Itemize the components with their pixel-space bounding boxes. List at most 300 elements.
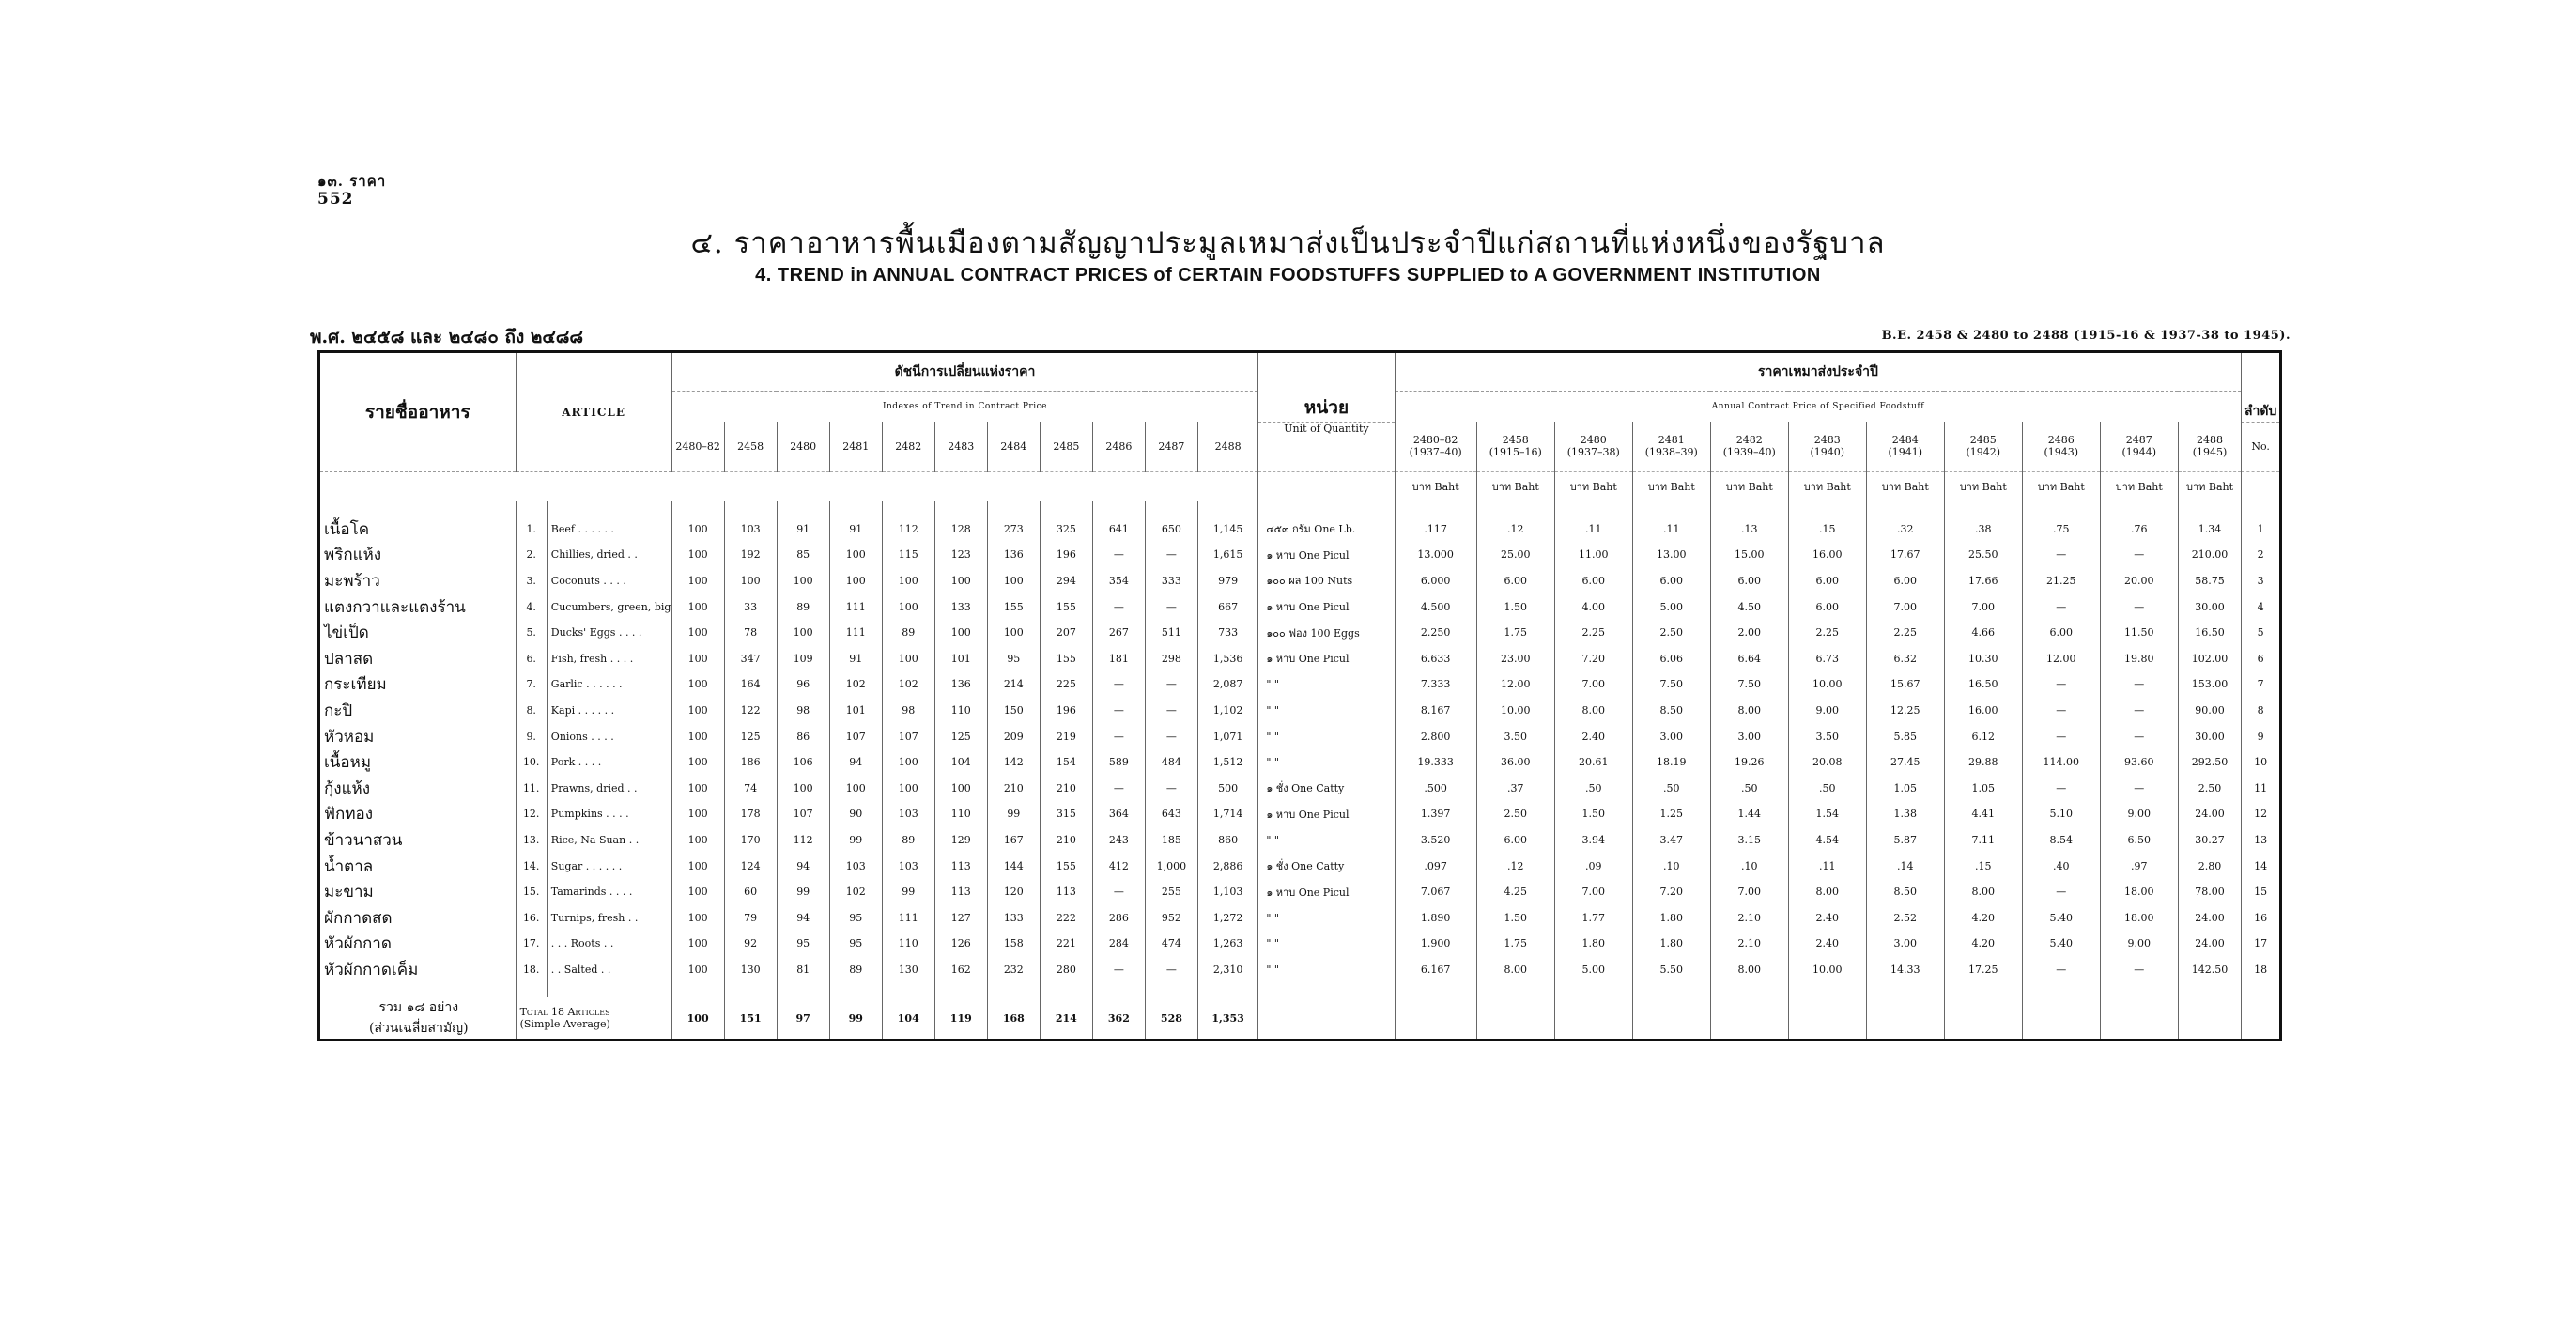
price-value-cell: 1.75 <box>1476 620 1554 646</box>
price-value-cell: 7.067 <box>1395 879 1476 905</box>
price-year-ad: (1945) <box>2192 446 2228 459</box>
total-index-cell: 104 <box>882 997 934 1040</box>
table-row <box>319 827 2281 854</box>
index-value-cell: 100 <box>671 749 724 776</box>
index-value-cell: 78 <box>724 620 777 646</box>
order-cell: 12 <box>2242 801 2281 827</box>
index-value-cell: 123 <box>934 542 987 568</box>
index-value-cell: 100 <box>671 542 724 568</box>
row-number-cell: 8. <box>516 698 547 724</box>
index-value-cell: 347 <box>724 645 777 671</box>
total-article-line2: (Simple Average) <box>519 1018 610 1031</box>
price-value-cell: 1.80 <box>1554 931 1632 957</box>
header-order-en: No. <box>2242 422 2281 471</box>
index-value-cell: 185 <box>1145 827 1197 854</box>
index-value-cell: 181 <box>1092 645 1145 671</box>
price-value-cell: 5.00 <box>1632 593 1710 620</box>
spacer-cell <box>724 501 777 516</box>
index-value-cell: 133 <box>934 593 987 620</box>
thai-name-cell: มะขาม <box>319 879 517 905</box>
price-value-cell: 10.30 <box>1944 645 2022 671</box>
index-value-cell: 170 <box>724 827 777 854</box>
index-value-cell: 294 <box>1040 568 1092 594</box>
article-cell: Turnips, fresh . . <box>547 904 671 931</box>
index-year-header: 2488 <box>1197 422 1257 471</box>
spacer-cell <box>516 982 547 997</box>
index-value-cell: 196 <box>1040 698 1092 724</box>
spacer-cell <box>547 982 671 997</box>
price-year-be: 2483 <box>1813 434 1841 447</box>
price-year-header <box>1476 422 1554 471</box>
price-value-cell: 8.00 <box>1554 698 1632 724</box>
price-value-cell: 17.25 <box>1944 957 2022 983</box>
unit-cell: ๑ หาบ One Picul <box>1258 645 1395 671</box>
table-row <box>319 698 2281 724</box>
price-value-cell: 2.800 <box>1395 723 1476 749</box>
index-value-cell: 100 <box>882 775 934 801</box>
index-value-cell: 210 <box>987 775 1040 801</box>
index-value-cell: 89 <box>882 620 934 646</box>
price-value-cell: 8.00 <box>1944 879 2022 905</box>
spacer-cell <box>2242 982 2281 997</box>
index-value-cell: — <box>1092 775 1145 801</box>
price-value-cell: 7.00 <box>1866 593 1944 620</box>
price-value-cell: 2.250 <box>1395 620 1476 646</box>
row-number-cell: 9. <box>516 723 547 749</box>
spacer-cell <box>777 501 829 516</box>
unit-cell: " " <box>1258 749 1395 776</box>
price-value-cell: — <box>2100 723 2178 749</box>
thai-name-cell: หัวหอม <box>319 723 517 749</box>
price-value-cell: 3.520 <box>1395 827 1476 854</box>
price-value-cell: .50 <box>1788 775 1866 801</box>
index-year-header: 2481 <box>829 422 882 471</box>
index-value-cell: — <box>1092 593 1145 620</box>
article-cell: Kapi . . . . . . <box>547 698 671 724</box>
index-value-cell: 100 <box>671 593 724 620</box>
index-value-cell: 112 <box>777 827 829 854</box>
price-value-cell: 5.40 <box>2022 904 2100 931</box>
thai-name-cell: เนื้อหมู <box>319 749 517 776</box>
price-value-cell: 5.10 <box>2022 801 2100 827</box>
header-price-title-en: Annual Contract Price of Specified Foodstuff <box>1395 392 2242 423</box>
index-value-cell: 103 <box>829 853 882 879</box>
thai-name-cell: ข้าวนาสวน <box>319 827 517 854</box>
price-value-cell: 1.890 <box>1395 904 1476 931</box>
price-value-cell: 6.00 <box>1476 568 1554 594</box>
price-value-cell: .500 <box>1395 775 1476 801</box>
header-article: ARTICLE <box>516 352 671 472</box>
index-value-cell: 650 <box>1145 516 1197 543</box>
spacer-cell <box>1788 982 1866 997</box>
price-value-cell: 12.00 <box>1476 671 1554 698</box>
period-english: B.E. 2458 & 2480 to 2488 (1915-16 & 1937-38 to 1945). <box>1881 329 2291 343</box>
row-number-cell: 3. <box>516 568 547 594</box>
thai-name-cell: ฟักทอง <box>319 801 517 827</box>
index-value-cell: — <box>1092 879 1145 905</box>
price-value-cell: 7.20 <box>1632 879 1710 905</box>
price-year-ad: (1944) <box>2121 446 2157 459</box>
index-value-cell: 280 <box>1040 957 1092 983</box>
total-thai-cell <box>319 997 517 1040</box>
price-value-cell: 142.50 <box>2178 957 2242 983</box>
total-index-cell: 1,353 <box>1197 997 1257 1040</box>
price-value-cell: 18.00 <box>2100 904 2178 931</box>
price-value-cell: 2.50 <box>1632 620 1710 646</box>
price-value-cell: 23.00 <box>1476 645 1554 671</box>
price-year-be: 2485 <box>1969 434 1997 447</box>
index-year-header: 2484 <box>987 422 1040 471</box>
index-value-cell: 284 <box>1092 931 1145 957</box>
total-empty-cell <box>1788 997 1866 1040</box>
price-value-cell: 1.50 <box>1554 801 1632 827</box>
header-index-title-en: Indexes of Trend in Contract Price <box>671 392 1258 423</box>
index-value-cell: 101 <box>829 698 882 724</box>
index-value-cell: 100 <box>934 568 987 594</box>
price-value-cell: 1.50 <box>1476 904 1554 931</box>
price-value-cell: 1.05 <box>1866 775 1944 801</box>
price-value-cell: .14 <box>1866 853 1944 879</box>
price-value-cell: 210.00 <box>2178 542 2242 568</box>
index-value-cell: 95 <box>829 904 882 931</box>
spacer-cell <box>2100 501 2178 516</box>
index-value-cell: 1,000 <box>1145 853 1197 879</box>
price-value-cell: 2.50 <box>2178 775 2242 801</box>
order-cell: 11 <box>2242 775 2281 801</box>
price-value-cell: 11.50 <box>2100 620 2178 646</box>
index-value-cell: 2,087 <box>1197 671 1257 698</box>
price-value-cell: .97 <box>2100 853 2178 879</box>
price-value-cell: 12.00 <box>2022 645 2100 671</box>
index-value-cell: 113 <box>934 879 987 905</box>
row-number-cell: 11. <box>516 775 547 801</box>
price-value-cell: 5.00 <box>1554 957 1632 983</box>
price-value-cell: 2.40 <box>1554 723 1632 749</box>
index-value-cell: — <box>1145 593 1197 620</box>
price-year-be: 2480–82 <box>1412 434 1458 447</box>
currency-label: บาท Baht <box>1788 471 1866 501</box>
price-value-cell: .13 <box>1710 516 1788 543</box>
thai-name-cell: กะปิ <box>319 698 517 724</box>
row-number-cell: 18. <box>516 957 547 983</box>
index-value-cell: 33 <box>724 593 777 620</box>
spacer-cell <box>1040 501 1092 516</box>
price-value-cell: 5.40 <box>2022 931 2100 957</box>
index-value-cell: 209 <box>987 723 1040 749</box>
index-value-cell: 979 <box>1197 568 1257 594</box>
price-value-cell: 2.52 <box>1866 904 1944 931</box>
price-value-cell: .097 <box>1395 853 1476 879</box>
index-value-cell: 104 <box>934 749 987 776</box>
index-value-cell: 100 <box>671 516 724 543</box>
index-value-cell: 136 <box>987 542 1040 568</box>
spacer-cell <box>1395 501 1476 516</box>
row-number-cell: 10. <box>516 749 547 776</box>
price-value-cell: 6.12 <box>1944 723 2022 749</box>
index-value-cell: 286 <box>1092 904 1145 931</box>
price-value-cell: — <box>2100 775 2178 801</box>
price-year-header <box>1788 422 1866 471</box>
price-value-cell: 6.64 <box>1710 645 1788 671</box>
price-value-cell: 25.50 <box>1944 542 2022 568</box>
article-cell: Onions . . . . <box>547 723 671 749</box>
spacer-cell <box>2178 501 2242 516</box>
index-value-cell: 101 <box>934 645 987 671</box>
price-value-cell: 17.66 <box>1944 568 2022 594</box>
row-number-cell: 5. <box>516 620 547 646</box>
article-cell: Beef . . . . . . <box>547 516 671 543</box>
index-value-cell: 115 <box>882 542 934 568</box>
price-value-cell: 1.44 <box>1710 801 1788 827</box>
index-value-cell: 98 <box>882 698 934 724</box>
price-value-cell: 4.41 <box>1944 801 2022 827</box>
price-value-cell: .38 <box>1944 516 2022 543</box>
price-value-cell: 8.00 <box>1476 957 1554 983</box>
price-value-cell: 30.27 <box>2178 827 2242 854</box>
price-value-cell: 78.00 <box>2178 879 2242 905</box>
price-value-cell: — <box>2100 593 2178 620</box>
currency-label: บาท Baht <box>2178 471 2242 501</box>
price-value-cell: 4.500 <box>1395 593 1476 620</box>
index-value-cell: 2,310 <box>1197 957 1257 983</box>
unit-cell: " " <box>1258 723 1395 749</box>
currency-label: บาท Baht <box>1476 471 1554 501</box>
price-value-cell: — <box>2100 542 2178 568</box>
article-cell: Prawns, dried . . <box>547 775 671 801</box>
unit-cell: ๑ หาบ One Picul <box>1258 879 1395 905</box>
index-value-cell: 100 <box>671 801 724 827</box>
index-value-cell: 192 <box>724 542 777 568</box>
price-value-cell: 13.000 <box>1395 542 1476 568</box>
thai-name-cell: ไข่เป็ด <box>319 620 517 646</box>
total-empty-cell <box>1395 997 1476 1040</box>
price-value-cell: 19.333 <box>1395 749 1476 776</box>
price-value-cell: 93.60 <box>2100 749 2178 776</box>
price-value-cell: 4.50 <box>1710 593 1788 620</box>
index-value-cell: 100 <box>829 568 882 594</box>
index-value-cell: 111 <box>829 620 882 646</box>
thai-name-cell: น้ำตาล <box>319 853 517 879</box>
price-value-cell: 7.00 <box>1710 879 1788 905</box>
spacer-cell <box>1040 982 1092 997</box>
price-value-cell: 6.50 <box>2100 827 2178 854</box>
spacer-cell <box>1258 501 1395 516</box>
price-value-cell: 10.00 <box>1788 957 1866 983</box>
price-value-cell: 3.94 <box>1554 827 1632 854</box>
price-value-cell: 2.10 <box>1710 904 1788 931</box>
index-value-cell: 1,512 <box>1197 749 1257 776</box>
index-value-cell: 474 <box>1145 931 1197 957</box>
row-number-cell: 17. <box>516 931 547 957</box>
index-value-cell: 100 <box>829 542 882 568</box>
spacer-cell <box>1554 501 1632 516</box>
index-value-cell: 354 <box>1092 568 1145 594</box>
index-value-cell: 95 <box>987 645 1040 671</box>
total-empty-cell <box>1944 997 2022 1040</box>
spacer-cell <box>1197 982 1257 997</box>
index-value-cell: 167 <box>987 827 1040 854</box>
price-value-cell: .50 <box>1632 775 1710 801</box>
index-value-cell: 154 <box>1040 749 1092 776</box>
index-value-cell: 99 <box>777 879 829 905</box>
price-value-cell: .32 <box>1866 516 1944 543</box>
article-cell: Coconuts . . . . <box>547 568 671 594</box>
unit-cell: ๑ หาบ One Picul <box>1258 593 1395 620</box>
price-value-cell: .15 <box>1788 516 1866 543</box>
index-value-cell: 102 <box>882 671 934 698</box>
spacer-cell <box>1632 501 1710 516</box>
index-value-cell: 107 <box>882 723 934 749</box>
price-value-cell: 1.900 <box>1395 931 1476 957</box>
total-index-cell: 100 <box>671 997 724 1040</box>
index-value-cell: — <box>1145 671 1197 698</box>
unit-cell: " " <box>1258 904 1395 931</box>
spacer-cell <box>516 501 547 516</box>
price-value-cell: .11 <box>1632 516 1710 543</box>
index-value-cell: 733 <box>1197 620 1257 646</box>
row-number-cell: 14. <box>516 853 547 879</box>
spacer-cell <box>829 501 882 516</box>
spacer-cell <box>319 501 517 516</box>
price-value-cell: .11 <box>1554 516 1632 543</box>
price-value-cell: 6.00 <box>1632 568 1710 594</box>
price-value-cell: — <box>2022 879 2100 905</box>
index-value-cell: 127 <box>934 904 987 931</box>
index-value-cell: 500 <box>1197 775 1257 801</box>
price-value-cell: 90.00 <box>2178 698 2242 724</box>
index-value-cell: 298 <box>1145 645 1197 671</box>
price-value-cell: 3.50 <box>1788 723 1866 749</box>
index-value-cell: 126 <box>934 931 987 957</box>
price-year-ad: (1937–38) <box>1566 446 1620 459</box>
index-value-cell: 102 <box>829 671 882 698</box>
index-value-cell: 100 <box>671 931 724 957</box>
unit-cell: " " <box>1258 931 1395 957</box>
thai-name-cell: หัวผักกาดเค็ม <box>319 957 517 983</box>
article-cell: Garlic . . . . . . <box>547 671 671 698</box>
total-thai-line2: (ส่วนเฉลี่ยสามัญ) <box>369 1021 469 1037</box>
spacer-cell <box>1395 982 1476 997</box>
index-value-cell: 100 <box>671 645 724 671</box>
index-value-cell: 860 <box>1197 827 1257 854</box>
index-value-cell: 100 <box>777 568 829 594</box>
price-value-cell: 7.11 <box>1944 827 2022 854</box>
price-index-table <box>317 350 2282 1041</box>
price-value-cell: 1.34 <box>2178 516 2242 543</box>
table-row <box>319 853 2281 879</box>
article-cell: Sugar . . . . . . <box>547 853 671 879</box>
price-value-cell: 17.67 <box>1866 542 1944 568</box>
article-cell: Pumpkins . . . . <box>547 801 671 827</box>
price-value-cell: — <box>2022 671 2100 698</box>
row-number-cell: 4. <box>516 593 547 620</box>
header-spacer <box>319 471 1258 501</box>
order-cell: 15 <box>2242 879 2281 905</box>
price-value-cell: 5.85 <box>1866 723 1944 749</box>
table-row <box>319 904 2281 931</box>
currency-label: บาท Baht <box>1632 471 1710 501</box>
index-value-cell: 1,615 <box>1197 542 1257 568</box>
index-value-cell: 162 <box>934 957 987 983</box>
total-article-line1: Total 18 Articles <box>519 1006 610 1019</box>
total-index-cell: 214 <box>1040 997 1092 1040</box>
price-value-cell: 16.00 <box>1788 542 1866 568</box>
thai-name-cell: แตงกวาและแตงร้าน <box>319 593 517 620</box>
index-value-cell: 100 <box>671 879 724 905</box>
spacer-cell <box>1145 982 1197 997</box>
table-row <box>319 749 2281 776</box>
price-year-header <box>1395 422 1476 471</box>
price-value-cell: 24.00 <box>2178 904 2242 931</box>
index-value-cell: 186 <box>724 749 777 776</box>
price-value-cell: 2.50 <box>1476 801 1554 827</box>
article-cell: Chillies, dried . . <box>547 542 671 568</box>
price-value-cell: — <box>2022 775 2100 801</box>
index-year-header: 2458 <box>724 422 777 471</box>
unit-cell: ๑ หาบ One Picul <box>1258 801 1395 827</box>
index-value-cell: 99 <box>987 801 1040 827</box>
total-empty-cell <box>2178 997 2242 1040</box>
index-value-cell: — <box>1092 957 1145 983</box>
spacer-cell <box>1632 982 1710 997</box>
price-value-cell: 1.38 <box>1866 801 1944 827</box>
currency-label: บาท Baht <box>1554 471 1632 501</box>
price-value-cell: .12 <box>1476 853 1554 879</box>
order-cell: 6 <box>2242 645 2281 671</box>
price-value-cell: 8.54 <box>2022 827 2100 854</box>
price-value-cell: 20.00 <box>2100 568 2178 594</box>
price-value-cell: 13.00 <box>1632 542 1710 568</box>
unit-cell: ๑ ชั่ง One Catty <box>1258 853 1395 879</box>
index-value-cell: 1,272 <box>1197 904 1257 931</box>
total-index-cell: 97 <box>777 997 829 1040</box>
order-cell: 5 <box>2242 620 2281 646</box>
price-value-cell: 6.00 <box>1710 568 1788 594</box>
index-value-cell: 100 <box>777 775 829 801</box>
price-value-cell: 1.77 <box>1554 904 1632 931</box>
spacer-cell <box>1476 982 1554 997</box>
price-year-ad: (1938–39) <box>1644 446 1698 459</box>
header-thai-article: รายชื่ออาหาร <box>319 352 517 472</box>
price-value-cell: 6.00 <box>1554 568 1632 594</box>
index-value-cell: 100 <box>882 593 934 620</box>
price-value-cell: 1.397 <box>1395 801 1476 827</box>
price-value-cell: 3.15 <box>1710 827 1788 854</box>
price-value-cell: 3.00 <box>1632 723 1710 749</box>
order-cell: 7 <box>2242 671 2281 698</box>
price-value-cell: 10.00 <box>1788 671 1866 698</box>
index-value-cell: 1,103 <box>1197 879 1257 905</box>
price-value-cell: .76 <box>2100 516 2178 543</box>
index-value-cell: 94 <box>777 853 829 879</box>
header-index-title-thai: ดัชนีการเปลี่ยนแห่งราคา <box>671 352 1258 392</box>
index-value-cell: 99 <box>882 879 934 905</box>
price-value-cell: 6.633 <box>1395 645 1476 671</box>
header-price-title-thai: ราคาเหมาส่งประจำปี <box>1395 352 2242 392</box>
index-value-cell: 74 <box>724 775 777 801</box>
price-year-header <box>2022 422 2100 471</box>
unit-cell: " " <box>1258 827 1395 854</box>
index-value-cell: 100 <box>777 620 829 646</box>
price-year-ad: (1939–40) <box>1722 446 1776 459</box>
price-value-cell: .50 <box>1710 775 1788 801</box>
spacer-cell <box>319 982 517 997</box>
price-value-cell: 1.50 <box>1476 593 1554 620</box>
price-value-cell: 8.50 <box>1866 879 1944 905</box>
total-empty-cell <box>1258 997 1395 1040</box>
index-value-cell: 100 <box>882 645 934 671</box>
price-value-cell: 3.47 <box>1632 827 1710 854</box>
